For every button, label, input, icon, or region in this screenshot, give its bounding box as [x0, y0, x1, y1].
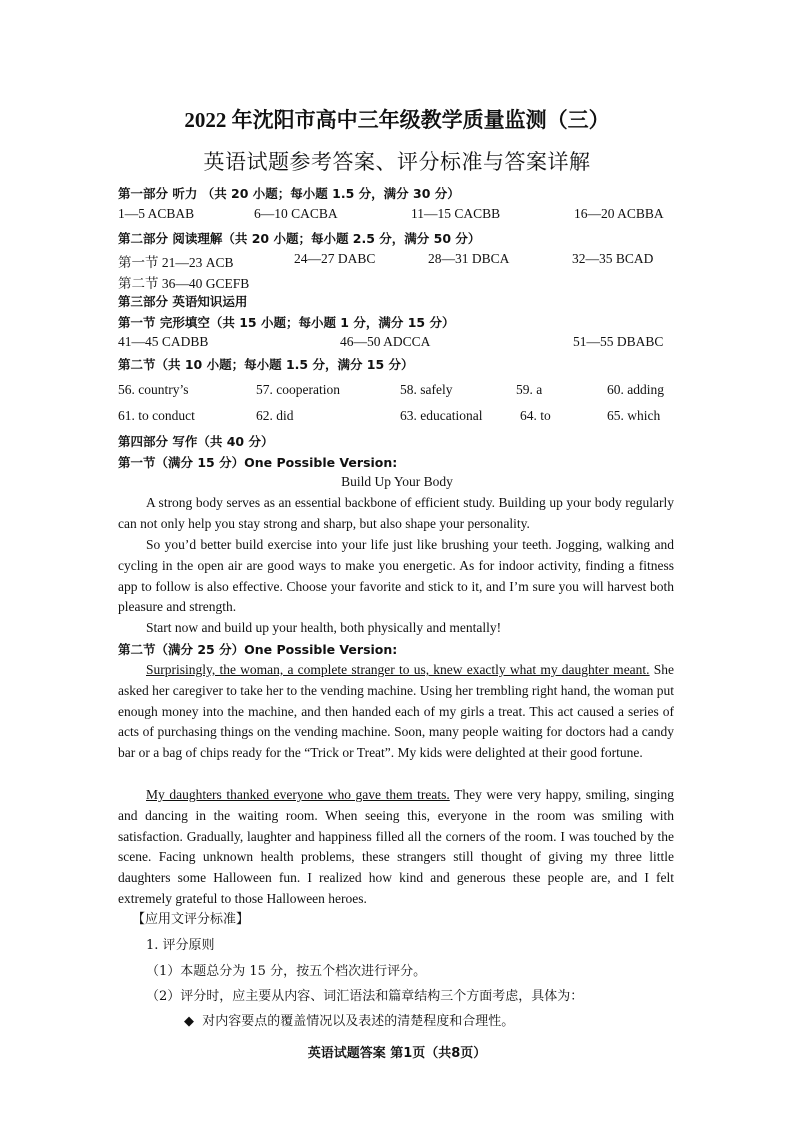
part3-sec2-row2: [118, 408, 678, 426]
criteria-bullet: [184, 1010, 514, 1029]
answer-item: 56. country’s: [118, 382, 189, 397]
answer-item: 65. which: [607, 408, 661, 423]
answer-group: 第一节 21—23 ACB: [118, 255, 234, 270]
story-paragraph: [118, 785, 674, 910]
part4-heading: 第四部分 写作（共 40 分）: [118, 434, 274, 449]
page-footer: 英语试题答案 第1页（共8页）: [307, 1046, 487, 1061]
story-paragraph: [118, 660, 674, 764]
criteria-item: 1. 评分原则: [146, 938, 215, 953]
answer-group: 51—55 DBABC: [573, 334, 664, 349]
essay-paragraph: So you’d better build exercise into your life just like brushing your teeth. Jogging, walking and cycling in the open air are good ways to make you energetic. As for indoor activity, finding a fitness app to follow is also effective. Choose your favorite and stick to it, and I’m sure you will harvest both pleasure and strength.: [118, 537, 674, 615]
answer-group: 32—35 BCAD: [572, 251, 654, 266]
part3-sec1-heading: 第一节 完形填空（共 15 小题；每小题 1 分，满分 15 分）: [118, 315, 455, 330]
part1-heading: 第一部分 听力 （共 20 小题；每小题 1.5 分，满分 30 分）: [118, 186, 460, 201]
criteria-item: （2）评分时，应主要从内容、词汇语法和篇章结构三个方面考虑，具体为：: [146, 989, 584, 1004]
page-title: 2022 年沈阳市高中三年级教学质量监测（三）: [184, 108, 610, 132]
essay-paragraph: A strong body serves as an essential backbone of efficient study. Building up your body regularly can not only help you stay strong and sharp, but also shape your personality.: [118, 495, 674, 531]
answer-group: 41—45 CADBB: [118, 334, 209, 349]
answer-item: 60. adding: [607, 382, 664, 397]
story-opening-sentence: My daughters thanked everyone who gave them treats.: [146, 787, 450, 802]
criteria-bullet-text: 对内容要点的覆盖情况以及表述的清楚程度和合理性。: [202, 1014, 515, 1029]
answer-group: 24—27 DABC: [294, 251, 376, 266]
story-opening-sentence: Surprisingly, the woman, a complete stranger to us, knew exactly what my daughter meant.: [146, 662, 650, 677]
part3-sec2-row1: [118, 382, 678, 400]
part4-sec1-heading: 第一节（满分 15 分）One Possible Version:: [118, 455, 398, 470]
answer-group: 16—20 ACBBA: [574, 206, 664, 221]
part2-sec1-row: [118, 251, 678, 269]
answer-item: 58. safely: [400, 382, 453, 397]
answer-group: 28—31 DBCA: [428, 251, 510, 266]
answer-item: 57. cooperation: [256, 382, 340, 397]
answer-item: 63. educational: [400, 408, 483, 423]
answer-item: 61. to conduct: [118, 408, 195, 423]
story-text: They were very happy, smiling, singing and dancing in the waiting room. When seeing this, everyone in the room was smiling with satisfaction. Gradually, laughter and happiness filled all the corners of the room. I was touched by the scene. Facing unknown health problems, these strangers still thought of giving my three little daughters some Halloween fun. I realized how kind and generous these people are, and I felt extremely grateful to those Halloween heroes.: [118, 787, 675, 906]
part2-sec2: 第二节 36—40 GCEFB: [118, 276, 250, 291]
answer-item: 64. to: [520, 408, 551, 423]
answer-group: 6—10 CACBA: [254, 206, 338, 221]
story-text: She asked her caregiver to take her to the vending machine. Using her trembling right hand, the woman put enough money into the machine, and then handed each of my girls a treat. This act caused a series of acts of purchasing things on the vending machine. Soon, many people waiting for doctors had a candy bar or a bag of chips ready for the “Trick or Treat”. My kids were delighted at their good fortune.: [118, 662, 675, 761]
essay-paragraph: Start now and build up your health, both physically and mentally!: [146, 620, 502, 635]
answer-group: 11—15 CACBB: [411, 206, 501, 221]
answer-item: 62. did: [256, 408, 294, 423]
page-subtitle: 英语试题参考答案、评分标准与答案详解: [203, 150, 591, 174]
part4-sec2-heading: 第二节（满分 25 分）One Possible Version:: [118, 642, 398, 657]
answer-item: 59. a: [516, 382, 543, 397]
part3-heading: 第三部分 英语知识运用: [118, 294, 248, 309]
essay-title: Build Up Your Body: [341, 474, 453, 489]
answer-group: 1—5 ACBAB: [118, 206, 195, 221]
part3-sec1-row: [118, 334, 678, 352]
part2-heading: 第二部分 阅读理解（共 20 小题；每小题 2.5 分，满分 50 分）: [118, 231, 481, 246]
answer-group: 46—50 ADCCA: [340, 334, 431, 349]
diamond-bullet-icon: ◆: [184, 1014, 194, 1029]
part1-answers-row: [118, 206, 678, 224]
criteria-item: （1）本题总分为 15 分，按五个档次进行评分。: [146, 964, 427, 979]
criteria-heading: 【应用文评分标准】: [132, 912, 250, 927]
part3-sec2-heading: 第二节（共 10 小题；每小题 1.5 分，满分 15 分）: [118, 357, 414, 372]
